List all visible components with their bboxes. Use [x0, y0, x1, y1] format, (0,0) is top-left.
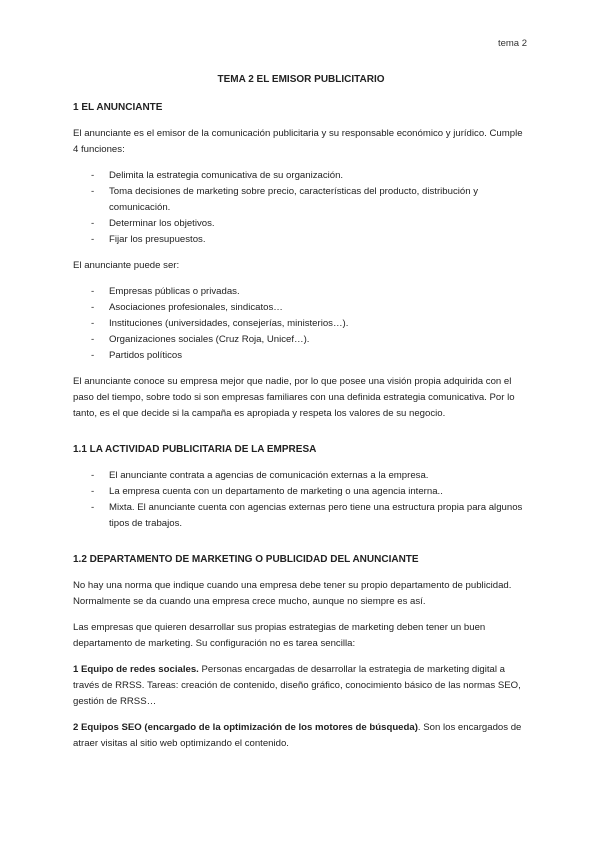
- list-item: - Asociaciones profesionales, sindicatos…: [73, 300, 529, 316]
- section-heading-departamento: 1.2 DEPARTAMENTO DE MARKETING O PUBLICIDAD DEL ANUNCIANTE: [73, 554, 419, 565]
- team1-text: Personas encargadas de desarrollar la estrategia de marketing digital a través de RRSS. Tareas: creación de contenido, diseño gráfico, conocimiento básico de las normas SEO, gestión de RRSS…: [73, 664, 521, 707]
- activity-list: [73, 468, 529, 532]
- team1-label: 1 Equipo de redes sociales.: [73, 664, 199, 675]
- paragraph-team1: [73, 662, 529, 710]
- paragraph-team2: [73, 720, 529, 752]
- list-item: - Delimita la estrategia comunicativa de su organización.: [73, 168, 529, 184]
- list-item: - El anunciante contrata a agencias de comunicación externas a la empresa.: [73, 468, 529, 484]
- team2-label: 2 Equipos SEO (encargado de la optimización de los motores de búsqueda): [73, 722, 418, 733]
- list-item: - La empresa cuenta con un departamento de marketing o una agencia interna..: [73, 484, 529, 500]
- document-body: [73, 72, 529, 762]
- section-heading-actividad: 1.1 LA ACTIVIDAD PUBLICITARIA DE LA EMPRESA: [73, 444, 317, 455]
- paragraph-norma: No hay una norma que indique cuando una empresa debe tener su propio departamento de publicidad. Normalmente se da cuando una empresa crece mucho, aunque no siempre es así.: [73, 580, 512, 607]
- list-item: - Toma decisiones de marketing sobre precio, características del producto, distribución y comunicación.: [73, 184, 529, 216]
- paragraph-types-intro: El anunciante puede ser:: [73, 260, 180, 271]
- team2-text: . Son los encargados de atraer visitas al sitio web optimizando el contenido.: [73, 722, 522, 749]
- list-item: - Empresas públicas o privadas.: [73, 284, 529, 300]
- list-item: - Organizaciones sociales (Cruz Roja, Unicef…).: [73, 332, 529, 348]
- list-item: - Determinar los objetivos.: [73, 216, 529, 232]
- list-item: - Instituciones (universidades, consejerías, ministerios…).: [73, 316, 529, 332]
- types-list: [73, 284, 529, 364]
- list-item: - Mixta. El anunciante cuenta con agencias externas pero tiene una estructura propia para algunos tipos de trabajos.: [73, 500, 529, 532]
- paragraph-estrategias: Las empresas que quieren desarrollar sus propias estrategias de marketing deben tener un buen departamento de marketing. Su configuración no es tarea sencilla:: [73, 622, 486, 649]
- list-item: - Partidos políticos: [73, 348, 529, 364]
- paragraph-intro: El anunciante es el emisor de la comunicación publicitaria y su responsable económico y jurídico. Cumple 4 funciones:: [73, 128, 523, 155]
- section-heading-anunciante: 1 EL ANUNCIANTE: [73, 102, 163, 113]
- paragraph-closing: El anunciante conoce su empresa mejor que nadie, por lo que posee una visión propia adquirida con el paso del tiempo, sobre todo si son empresas familiares con una definida estrategia comunicativa. Por lo tanto, es el que decide si la campaña es apropiada y respeta los valores de su negocio.: [73, 376, 515, 419]
- functions-list: [73, 168, 529, 248]
- list-item: - Fijar los presupuestos.: [73, 232, 529, 248]
- page-header-label: tema 2: [497, 38, 527, 49]
- document-title: TEMA 2 EL EMISOR PUBLICITARIO: [217, 74, 385, 85]
